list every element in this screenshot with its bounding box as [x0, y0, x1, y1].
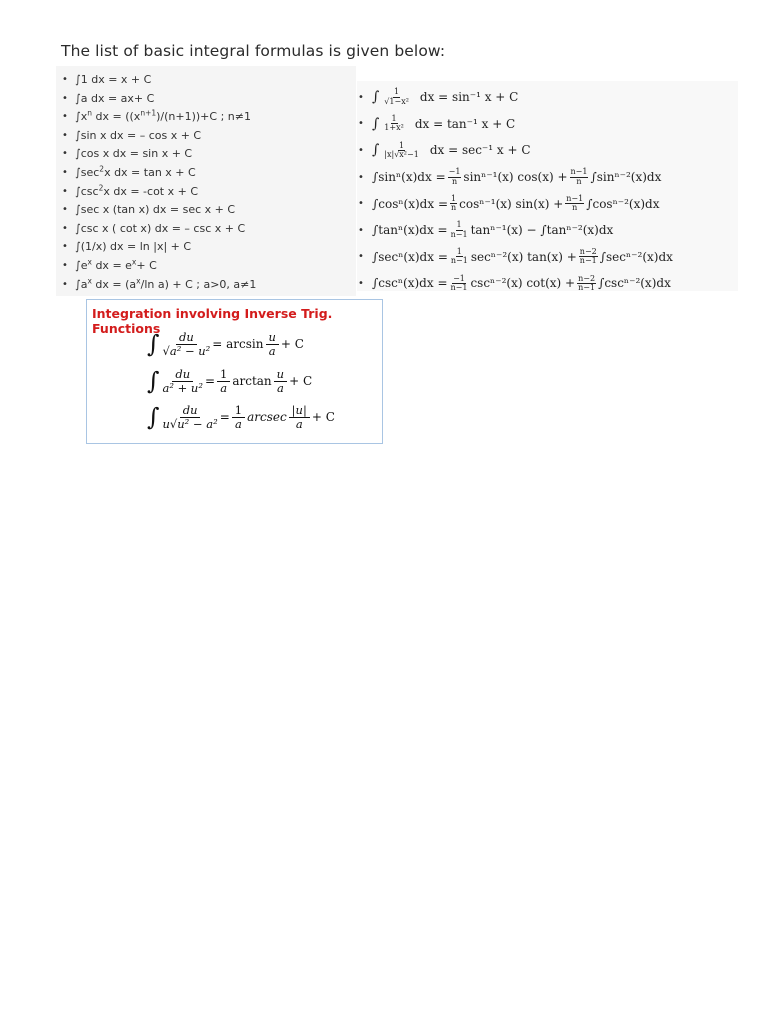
numerator: −1 [453, 273, 465, 283]
exponent: x [87, 257, 92, 267]
numerator: du [176, 331, 197, 345]
bullet: • [62, 74, 68, 85]
coefficient-fraction [450, 195, 457, 213]
numerator: du [180, 404, 201, 418]
arcsin-formula [147, 330, 304, 358]
denominator: a² + u² [162, 380, 203, 395]
formula-segment: + C [136, 258, 157, 272]
basic-formula-item [62, 164, 256, 183]
formula-rest: dx = tan⁻¹ x + C [414, 116, 516, 131]
formula-text [75, 238, 191, 257]
numerator: 1 [217, 368, 230, 382]
bullet: • [62, 278, 68, 290]
formula-text [75, 276, 256, 295]
coefficient-fraction [448, 168, 462, 186]
coefficient-fraction [450, 248, 469, 266]
denominator: 1+x² [384, 123, 404, 133]
basic-formula-list [62, 71, 256, 294]
formula-text [75, 257, 157, 276]
fraction [383, 88, 410, 106]
basic-formula-item [62, 71, 256, 90]
formula-text [75, 108, 251, 127]
page-heading: The list of basic integral formulas is given below: [61, 42, 446, 60]
basic-formula-item [62, 145, 256, 164]
formula-sin-power-reduction [358, 164, 673, 191]
formula-segment: )/(n+1))+C ; n≠1 [156, 110, 251, 124]
formula-text [75, 183, 198, 202]
function-name: arctan [232, 374, 272, 388]
coefficient-fraction [579, 248, 598, 266]
bullet: • [358, 198, 364, 210]
formula-term: tanⁿ⁻¹(x) − ∫tanⁿ⁻²(x)dx [470, 223, 614, 238]
constant-term: + C [280, 337, 304, 351]
numerator: du [172, 368, 193, 382]
equals-sign: = [204, 374, 216, 388]
equals-function: = arcsin [212, 337, 264, 351]
exponent: x [136, 275, 141, 285]
integral-sign: ∫ [372, 142, 380, 159]
numerator: u [274, 368, 287, 382]
coefficient-fraction [450, 275, 469, 293]
formula-segment: ∫1 dx = x + C [75, 73, 152, 86]
coefficient-fraction [570, 168, 589, 186]
formula-term: ∫secⁿ⁻²(x)dx [599, 249, 673, 264]
integral-sign: ∫ [372, 89, 380, 106]
numerator: |u| [289, 404, 310, 418]
numerator: n−1 [566, 193, 584, 203]
arcsec-formula [147, 403, 335, 431]
basic-formula-item [62, 90, 256, 109]
bullet: • [62, 204, 68, 216]
fraction [163, 331, 211, 357]
bullet: • [62, 222, 68, 234]
formula-segment: dx = (a [91, 277, 137, 291]
exponent: 2 [99, 164, 105, 174]
formula-segment: dx = ((x [92, 110, 141, 124]
bullet: • [62, 129, 68, 141]
bullet: • [358, 251, 364, 263]
formula-segment: ∫x [75, 110, 88, 124]
basic-formula-item [62, 127, 256, 146]
formula-segment: ∫sin x dx = – cos x + C [75, 128, 202, 142]
constant-term: + C [311, 410, 335, 424]
basic-formula-item [62, 201, 256, 220]
denominator: √a² − u² [162, 343, 211, 358]
coefficient-fraction [577, 275, 596, 293]
denominator: n−1 [578, 282, 596, 292]
formula-segment: dx = e [91, 258, 132, 272]
numerator: 1 [451, 193, 457, 203]
numerator: u [266, 331, 279, 345]
exponent: x [87, 275, 92, 285]
bullet: • [62, 185, 68, 197]
bullet: • [358, 171, 364, 183]
formula-rest: dx = sec⁻¹ x + C [429, 143, 531, 158]
numerator: 1 [456, 246, 462, 256]
formula-segment: ∫sec x (tan x) dx = sec x + C [75, 203, 236, 217]
formula-sec-power-reduction [358, 244, 673, 271]
constant-term: + C [289, 374, 313, 388]
denominator: a [220, 380, 228, 395]
denominator: n−1 [450, 229, 468, 239]
bullet: • [62, 259, 68, 271]
formula-lhs: ∫sinⁿ(x)dx = [372, 170, 446, 185]
bullet: • [62, 148, 68, 160]
fraction [163, 404, 218, 430]
inverse-trig-box [86, 299, 383, 444]
fraction [383, 115, 405, 133]
fraction [163, 368, 203, 394]
bullet: • [358, 91, 364, 103]
formula-text [75, 164, 196, 183]
denominator: n [451, 203, 457, 213]
formula-segment: x dx = tan x + C [104, 165, 196, 179]
bullet: • [358, 224, 364, 236]
formula-cos-power-reduction [358, 190, 673, 217]
bullet: • [62, 111, 68, 123]
coefficient-fraction [565, 195, 584, 213]
formula-tan-power-reduction [358, 217, 673, 244]
bullet: • [62, 166, 68, 178]
numerator: n−1 [570, 167, 588, 177]
denominator: n−1 [579, 256, 597, 266]
argument-fraction [274, 368, 287, 394]
formula-term: ∫sinⁿ⁻²(x)dx [590, 170, 662, 185]
numerator: n−2 [578, 273, 596, 283]
denominator: |x|√x²−1 [384, 149, 419, 159]
coefficient-fraction [217, 368, 230, 394]
bullet: • [358, 277, 364, 289]
formula-term: secⁿ⁻²(x) tan(x) + [470, 249, 577, 264]
basic-formula-item [62, 238, 256, 257]
formula-inverse-tangent [358, 111, 673, 138]
numerator: n−2 [579, 246, 597, 256]
formula-text [75, 201, 235, 220]
bullet: • [62, 92, 68, 104]
equals-sign: = [219, 410, 230, 424]
formula-segment: ∫sec [75, 165, 100, 179]
basic-formula-item [62, 257, 256, 276]
formula-segment: x dx = -cot x + C [103, 184, 199, 198]
basic-formula-item [62, 108, 256, 127]
denominator: n−1 [450, 282, 468, 292]
bullet: • [62, 241, 68, 253]
denominator: n [451, 176, 458, 186]
numerator: −1 [448, 167, 461, 177]
formula-segment: ∫a dx = ax+ C [75, 91, 155, 105]
numerator: 1 [232, 404, 245, 418]
numerator: 1 [391, 114, 397, 123]
integral-sign: ∫ [147, 403, 160, 431]
argument-fraction [266, 331, 279, 357]
formula-segment: ∫csc x ( cot x) dx = – csc x + C [75, 221, 246, 235]
arctan-formula [147, 367, 312, 395]
formula-segment: ∫cos x dx = sin x + C [75, 147, 193, 161]
exponent: 2 [98, 182, 104, 192]
integral-sign: ∫ [372, 115, 380, 132]
denominator: n−1 [450, 256, 468, 266]
basic-formula-item [62, 220, 256, 239]
formula-lhs: ∫secⁿ(x)dx = [372, 249, 448, 264]
integral-sign: ∫ [147, 367, 160, 395]
function-name: arcsec [247, 410, 287, 424]
formula-text [75, 127, 201, 146]
formula-segment: /ln a) + C ; a>0, a≠1 [140, 277, 257, 291]
formula-term: ∫cscⁿ⁻²(x)dx [598, 276, 671, 291]
denominator: n [576, 176, 582, 186]
coefficient-fraction [450, 221, 469, 239]
numerator: 1 [394, 87, 400, 97]
fraction [383, 142, 420, 160]
denominator: n [572, 203, 578, 213]
coefficient-fraction [232, 404, 245, 430]
formula-lhs: ∫cscⁿ(x)dx = [372, 276, 448, 291]
formula-inverse-secant [358, 137, 673, 164]
formula-term: cscⁿ⁻²(x) cot(x) + [470, 276, 576, 291]
formula-text [75, 145, 192, 164]
formula-inverse-sine [358, 84, 673, 111]
formula-text [75, 220, 245, 239]
formula-lhs: ∫cosⁿ(x)dx = [372, 196, 448, 211]
formula-rest: dx = sin⁻¹ x + C [419, 90, 519, 105]
numerator: 1 [399, 140, 405, 150]
formula-term: ∫cosⁿ⁻²(x)dx [586, 196, 660, 211]
exponent: n [87, 108, 93, 118]
exponent: n+1 [140, 108, 157, 118]
formula-segment: ∫(1/x) dx = ln |x| + C [75, 240, 192, 254]
basic-formula-item [62, 276, 256, 295]
formula-text [75, 90, 154, 109]
advanced-formula-list [358, 84, 673, 297]
formula-term: sinⁿ⁻¹(x) cos(x) + [463, 170, 568, 185]
integral-sign: ∫ [147, 330, 160, 358]
denominator: a [234, 416, 242, 431]
formula-term: cosⁿ⁻¹(x) sin(x) + [459, 196, 564, 211]
denominator: a [268, 343, 276, 358]
formula-segment: ∫a [75, 277, 88, 291]
inverse-trig-title: Integration involving Inverse Trig. Functions [92, 306, 333, 336]
exponent: x [131, 257, 137, 267]
formula-segment: ∫csc [75, 184, 99, 198]
bullet: • [358, 144, 364, 156]
denominator: a [295, 416, 303, 431]
basic-formula-item [62, 183, 256, 202]
formula-lhs: ∫tanⁿ(x)dx = [372, 223, 448, 238]
formula-csc-power-reduction [358, 270, 673, 297]
formula-text [75, 71, 151, 90]
denominator: u√u² − a² [162, 416, 218, 431]
denominator: a [276, 380, 284, 395]
denominator: √1−x² [384, 96, 409, 106]
formula-segment: ∫e [75, 258, 88, 272]
argument-fraction [289, 404, 310, 430]
numerator: 1 [456, 220, 462, 230]
bullet: • [358, 118, 364, 130]
